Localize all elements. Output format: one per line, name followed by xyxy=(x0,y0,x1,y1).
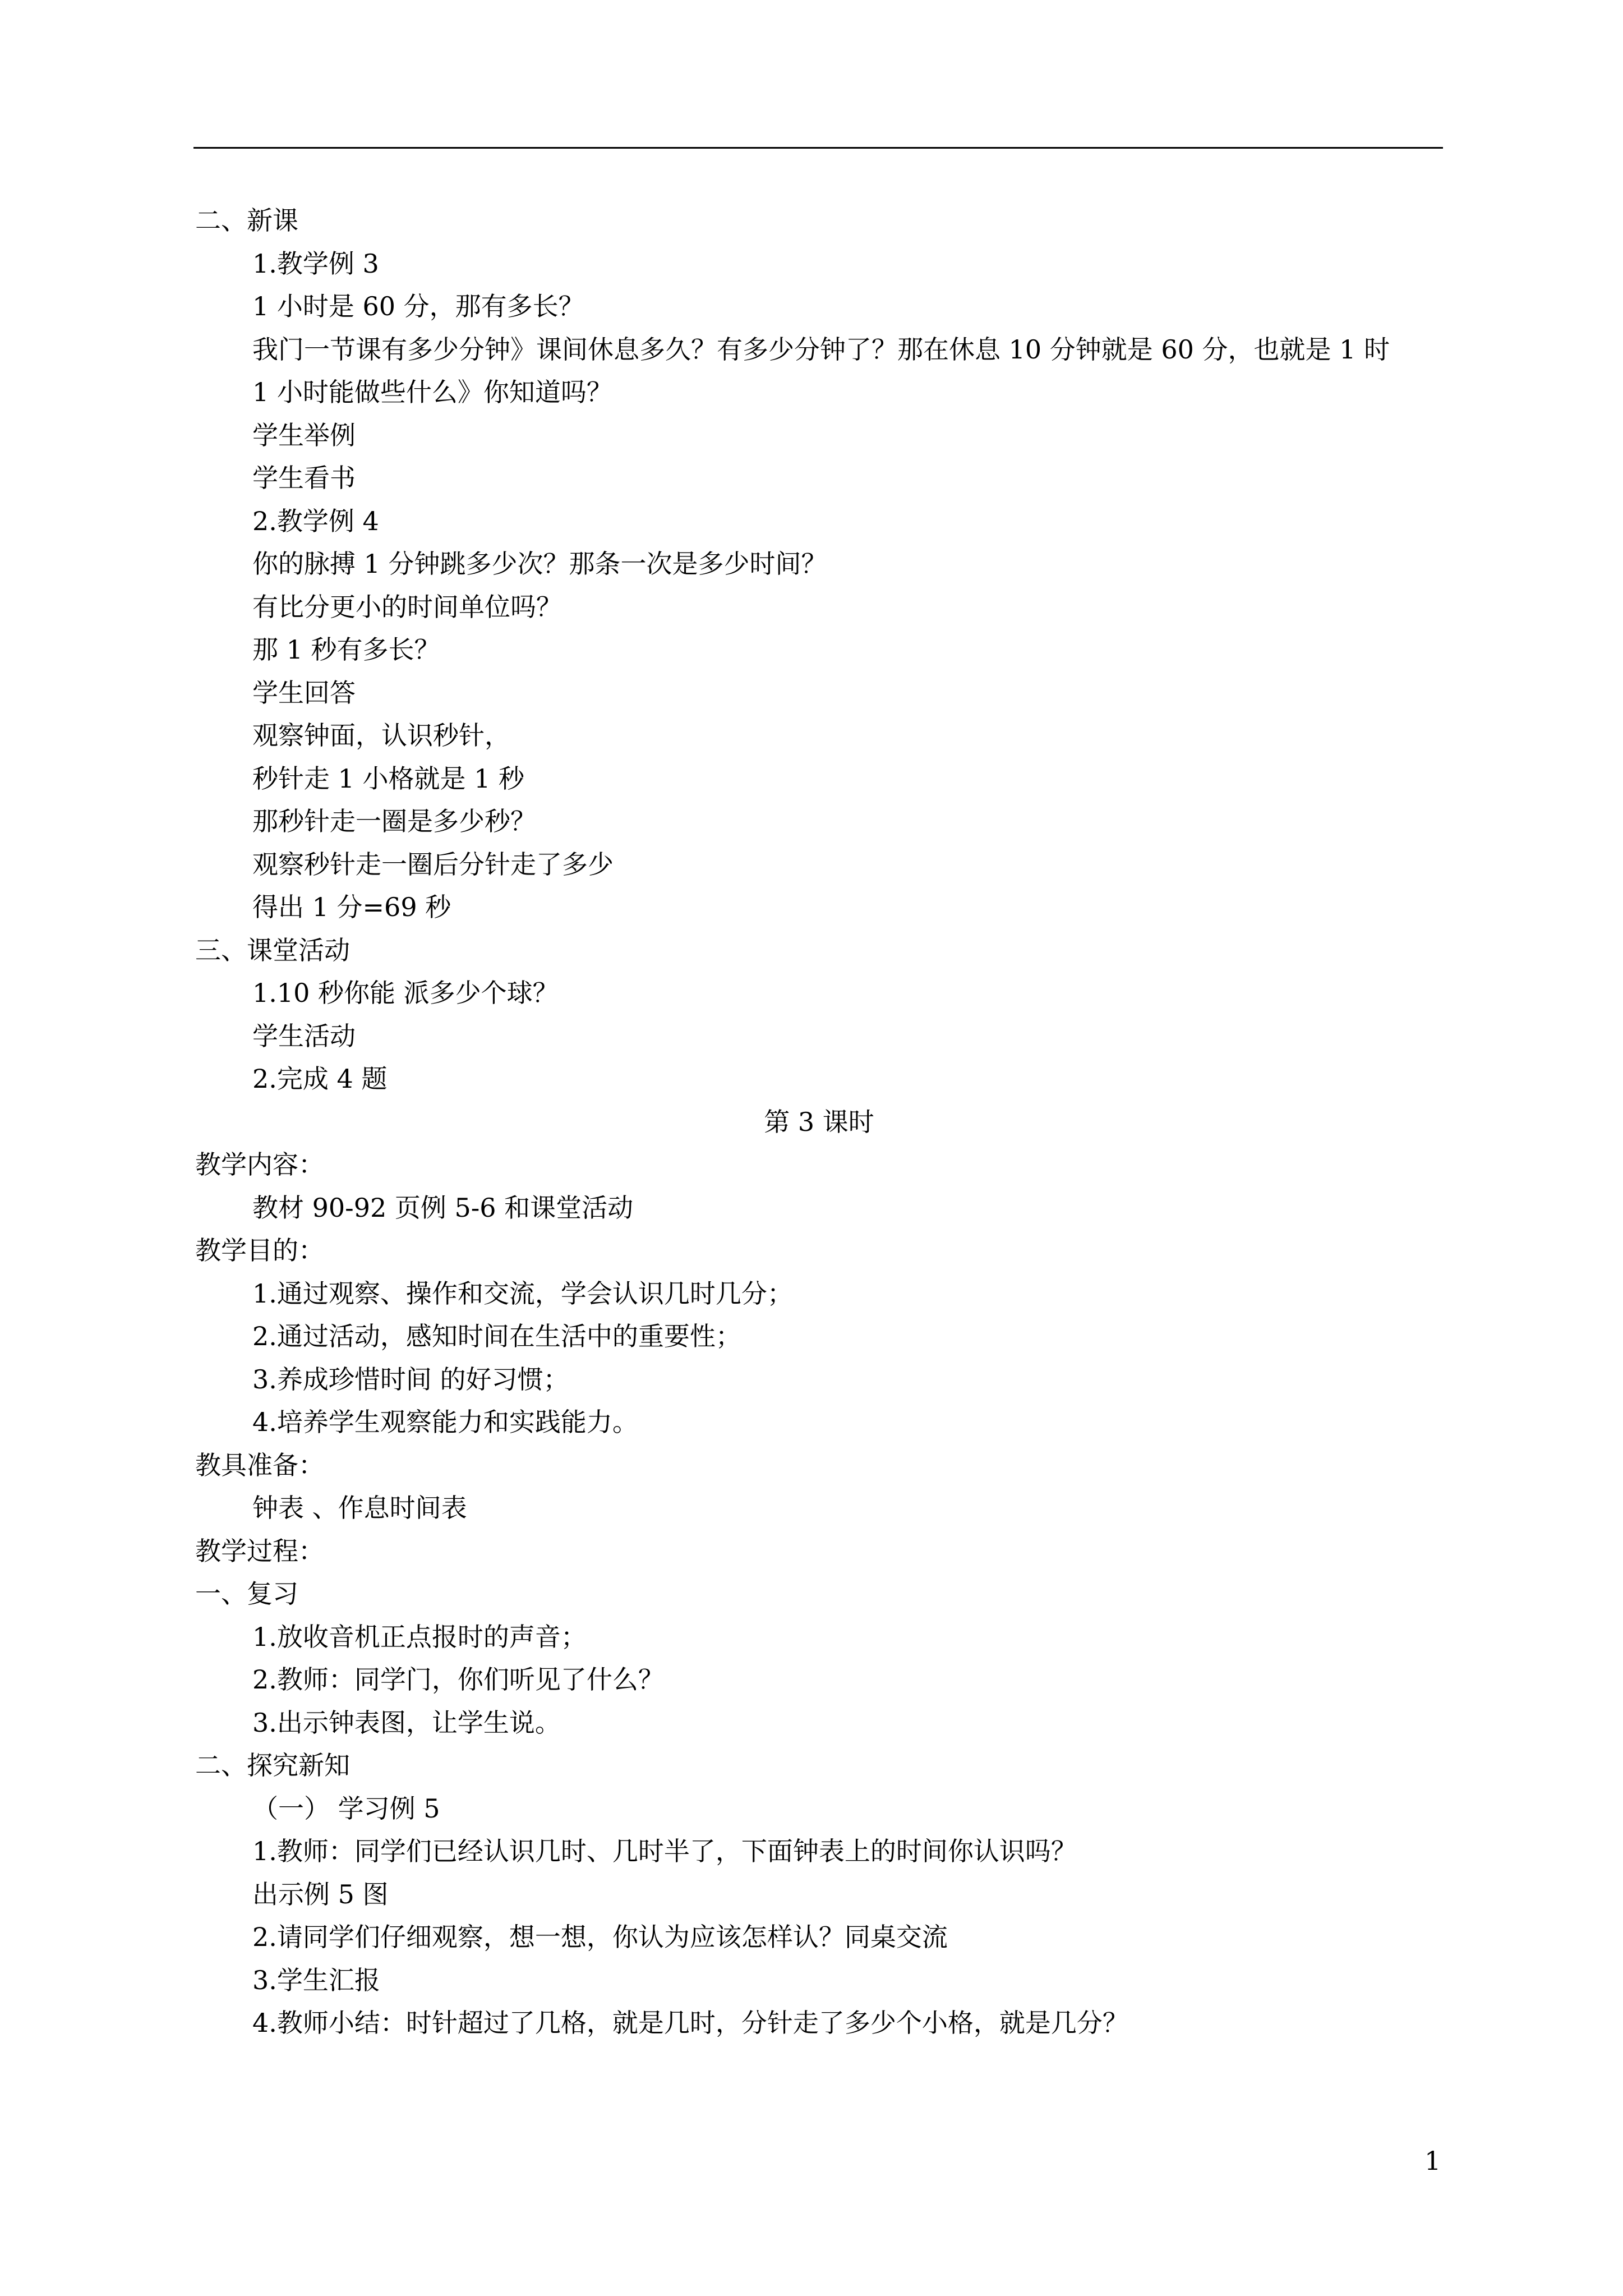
text-line: 2.请同学们仔细观察，想一想，你认为应该怎样认？同桌交流 xyxy=(252,1922,948,1952)
text-line: 那 1 秒有多长？ xyxy=(252,634,440,665)
text-line: 有比分更小的时间单位吗？ xyxy=(252,591,562,622)
header-rule xyxy=(193,147,1443,149)
section-heading: 二、探究新知 xyxy=(195,1750,350,1780)
text-line: 3.学生汇报 xyxy=(252,1964,380,1995)
text-line: 学生活动 xyxy=(252,1020,356,1051)
section-heading: 三、课堂活动 xyxy=(195,935,350,965)
text-line: 你的脉搏 1 分钟跳多少次？那条一次是多少时间？ xyxy=(252,549,827,579)
text-line: 4.培养学生观察能力和实践能力。 xyxy=(252,1407,638,1437)
text-line: 3.养成珍惜时间 的好习惯； xyxy=(252,1364,569,1395)
text-line: 4.教师小结：时针超过了几格，就是几时，分针走了多少个小格，就是几分？ xyxy=(252,2008,1128,2038)
text-line: 1.放收音机正点报时的声音； xyxy=(252,1621,587,1652)
text-line: 我门一节课有多少分钟》课间休息多久？有多少分钟了？那在休息 10 分钟就是 60 分，也就是 1 时 xyxy=(252,334,1390,365)
text-line: 2.教学例 4 xyxy=(252,505,379,536)
section-heading: 一、复习 xyxy=(195,1579,298,1609)
section-heading: 教学内容： xyxy=(195,1149,324,1180)
document-body xyxy=(195,199,1443,2045)
text-line: 2.完成 4 题 xyxy=(252,1064,388,1094)
text-line: 出示例 5 图 xyxy=(252,1879,389,1910)
text-line: 观察钟面，认识秒针， xyxy=(252,720,510,751)
section-heading: 教学过程： xyxy=(195,1535,324,1566)
text-line: 1 小时是 60 分，那有多长？ xyxy=(252,291,584,321)
text-line: 教材 90-92 页例 5-6 和课堂活动 xyxy=(252,1192,634,1223)
text-line: 那秒针走一圈是多少秒？ xyxy=(252,806,536,836)
text-line: 学生看书 xyxy=(252,463,356,493)
text-line: 观察秒针走一圈后分针走了多少 xyxy=(252,849,614,880)
text-line: 学生举例 xyxy=(252,420,356,450)
text-line: （一） 学习例 5 xyxy=(252,1793,440,1824)
text-line: 学生回答 xyxy=(252,677,356,708)
text-line: 3.出示钟表图，让学生说。 xyxy=(252,1707,561,1738)
page-number: 1 xyxy=(1424,2146,1441,2176)
text-line: 得出 1 分=69 秒 xyxy=(252,892,451,922)
text-line: 秒针走 1 小格就是 1 秒 xyxy=(252,763,525,794)
section-title: 第 3 课时 xyxy=(764,1106,874,1137)
text-line: 2.通过活动，感知时间在生活中的重要性； xyxy=(252,1321,741,1351)
text-line: 1 小时能做些什么》你知道吗？ xyxy=(252,377,612,407)
section-heading: 二、新课 xyxy=(195,205,298,236)
text-line: 1.通过观察、操作和交流，学会认识几时几分； xyxy=(252,1278,793,1309)
section-heading: 教具准备： xyxy=(195,1450,324,1480)
text-line: 钟表 、作息时间表 xyxy=(252,1493,467,1523)
text-line: 1.10 秒你能 派多少个球？ xyxy=(252,978,559,1008)
text-line: 1.教学例 3 xyxy=(252,248,379,279)
text-line: 2.教师：同学门，你们听见了什么？ xyxy=(252,1664,664,1695)
text-line: 1.教师：同学们已经认识几时、几时半了，下面钟表上的时间你认识吗？ xyxy=(252,1836,1077,1866)
section-heading: 教学目的： xyxy=(195,1235,324,1266)
